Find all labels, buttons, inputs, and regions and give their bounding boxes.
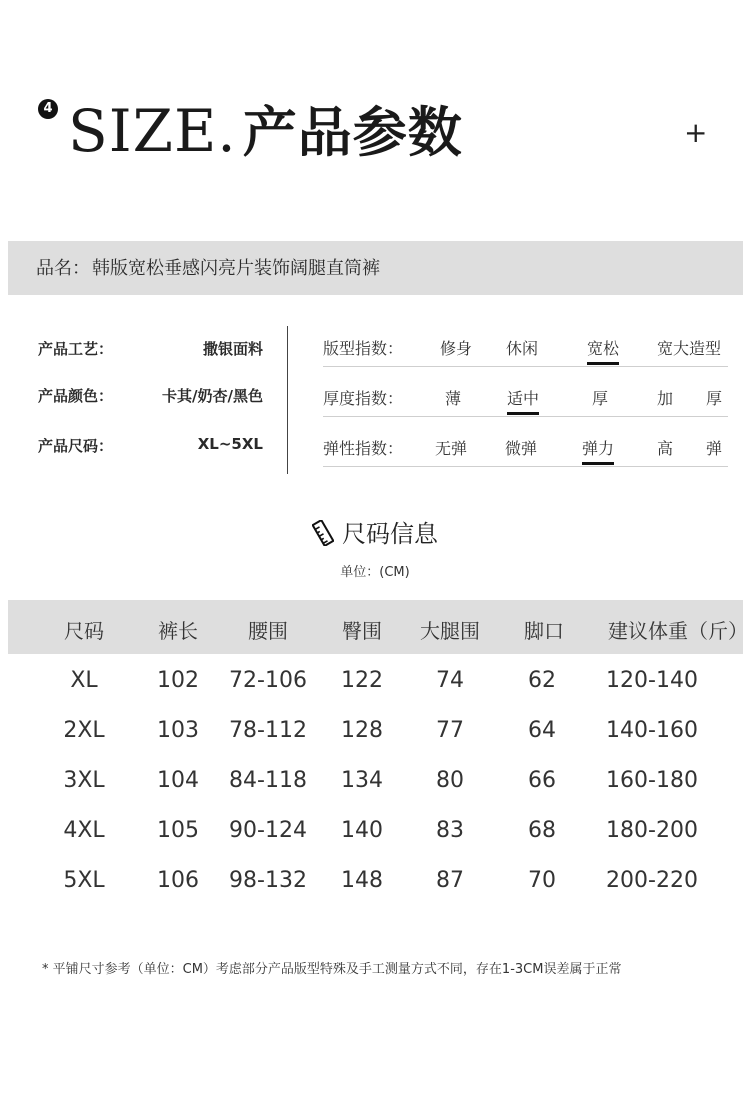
table-cell: 106 — [157, 868, 199, 893]
product-name-value: 韩版宽松垂感闪亮片装饰阔腿直筒裤 — [92, 258, 380, 279]
table-row — [8, 708, 743, 758]
index-option: 加 — [657, 389, 674, 408]
table-cell: 4XL — [63, 818, 105, 843]
table-row — [8, 758, 743, 808]
table-cell: 2XL — [63, 718, 105, 743]
size-info-title: 尺码信息 — [342, 520, 438, 548]
table-cell: 128 — [341, 718, 383, 743]
column-header: 裤长 — [158, 619, 198, 643]
spec-row-craft — [38, 338, 263, 362]
footnote: * 平铺尺寸参考（单位：CM）考虑部分产品版型特殊及手工测量方式不同，存在1-3CM误差属于正常 — [42, 962, 622, 977]
table-cell: 70 — [528, 868, 556, 893]
spec-value: 卡其/奶杏/黑色 — [162, 387, 263, 405]
spec-value: XL~5XL — [197, 435, 263, 453]
size-info-heading — [0, 518, 750, 554]
table-cell: 68 — [528, 818, 556, 843]
table-cell: 72-106 — [229, 668, 307, 693]
page-title-en: SIZE. — [68, 97, 237, 165]
index-option: 修身 — [440, 339, 473, 358]
table-cell: 140-160 — [606, 718, 698, 743]
column-header: 建议体重（斤） — [608, 619, 748, 643]
column-header: 脚口 — [524, 619, 564, 643]
table-row — [8, 808, 743, 858]
index-label: 弹性指数： — [323, 439, 404, 458]
spec-label: 产品尺码： — [38, 437, 114, 455]
table-cell: 140 — [341, 818, 383, 843]
index-row-fit — [323, 330, 728, 367]
table-cell: 98-132 — [229, 868, 307, 893]
product-name-bar — [8, 241, 743, 295]
index-option-selected: 适中 — [507, 386, 539, 415]
index-option: 微弹 — [505, 439, 538, 458]
spec-label: 产品颜色： — [38, 387, 114, 405]
index-label: 版型指数： — [323, 339, 404, 358]
index-row-elasticity — [323, 430, 728, 467]
vertical-divider — [287, 326, 288, 474]
index-option: 休闲 — [506, 339, 539, 358]
table-cell: 74 — [436, 668, 464, 693]
spec-row-size — [38, 435, 263, 459]
page-title — [68, 96, 463, 168]
table-cell: 104 — [157, 768, 199, 793]
table-row — [8, 658, 743, 708]
product-name-label: 品名： — [36, 258, 90, 279]
index-option: 厚 — [592, 389, 609, 408]
plus-icon[interactable]: + — [684, 116, 708, 149]
page-title-zh: 产品参数 — [242, 101, 463, 164]
index-option: 宽大造型 — [657, 339, 722, 358]
index-option: 无弹 — [435, 439, 468, 458]
unit-note: 单位：(CM) — [340, 565, 410, 580]
table-cell: 77 — [436, 718, 464, 743]
table-cell: 122 — [341, 668, 383, 693]
spec-label: 产品工艺： — [38, 340, 114, 358]
column-header: 臀围 — [342, 619, 382, 643]
column-header: 大腿围 — [420, 619, 480, 643]
table-cell: 148 — [341, 868, 383, 893]
table-cell: 180-200 — [606, 818, 698, 843]
index-label: 厚度指数： — [323, 389, 404, 408]
table-cell: 62 — [528, 668, 556, 693]
table-cell: 103 — [157, 718, 199, 743]
spec-row-color — [38, 385, 263, 409]
index-option: 厚 — [706, 389, 723, 408]
table-row — [8, 858, 743, 908]
index-option: 弹 — [706, 439, 723, 458]
table-cell: 120-140 — [606, 668, 698, 693]
ruler-icon — [312, 520, 334, 554]
column-header: 腰围 — [248, 619, 288, 643]
section-number-badge: 4 — [38, 99, 58, 119]
table-cell: 83 — [436, 818, 464, 843]
table-cell: 200-220 — [606, 868, 698, 893]
table-cell: 160-180 — [606, 768, 698, 793]
table-cell: 5XL — [63, 868, 105, 893]
column-header: 尺码 — [64, 619, 104, 643]
table-cell: 90-124 — [229, 818, 307, 843]
index-option: 薄 — [445, 389, 462, 408]
index-option-selected: 弹力 — [582, 436, 614, 465]
spec-value: 撒银面料 — [202, 340, 263, 358]
table-cell: 64 — [528, 718, 556, 743]
table-cell: 84-118 — [229, 768, 307, 793]
table-cell: 78-112 — [229, 718, 307, 743]
table-cell: 102 — [157, 668, 199, 693]
index-option-selected: 宽松 — [587, 336, 619, 365]
index-option: 高 — [657, 439, 674, 458]
table-cell: 105 — [157, 818, 199, 843]
table-cell: 80 — [436, 768, 464, 793]
size-table-header — [8, 600, 748, 654]
table-cell: 87 — [436, 868, 464, 893]
table-cell: 3XL — [63, 768, 105, 793]
table-cell: XL — [70, 668, 98, 693]
table-cell: 134 — [341, 768, 383, 793]
table-cell: 66 — [528, 768, 556, 793]
index-row-thickness — [323, 380, 728, 417]
